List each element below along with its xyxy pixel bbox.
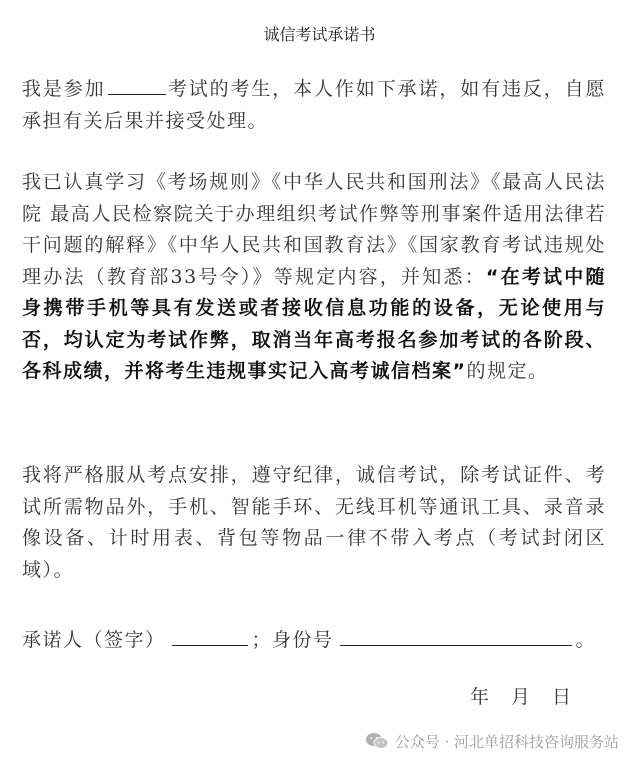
wechat-icon — [365, 732, 389, 750]
paragraph-regulations — [22, 167, 606, 388]
signature-separator: ； — [251, 629, 273, 651]
signer-label: 承诺人（签字） — [22, 629, 166, 651]
id-number-label: 身份号 — [272, 629, 334, 651]
paragraph1-lead: 我是参加 — [22, 78, 106, 100]
paragraph-prohibited-items: 我将严格服从考点安排，遵守纪律，诚信考试，除考试证件、考试所需物品外，手机、智能手环、无线耳机等通讯工具、录音录像设备、计时用表、背包等物品一律不带入考点（考试封闭区域）。 — [22, 464, 606, 581]
paragraph2-intro: 我已认真学习《考场规则》《中华人民共和国刑法》《最高人民法院 最高人民检察院关于办理组织考试作弊等刑事案件适用法律若干问题的解释》《中华人民共和国教育法》《国家教育考试违规处理办法（教育部33号令）》等规定内容，并知悉： — [22, 171, 606, 288]
paragraph1-rest: 考试的考生，本人作如下承诺，如有违反，自愿承担有关后果并接受处理。 — [22, 78, 606, 132]
date-day: 日 — [552, 686, 572, 708]
signature-end: 。 — [575, 629, 597, 651]
cheating-rule-quote: “在考试中随身携带手机等具有发送或者接收信息功能的设备，无论使用与否，均认定为考试作弊，取消当年高考报名参加考试的各阶段、各科成绩，并将考生违规事实记入高考诚信档案” — [22, 265, 606, 382]
watermark-text: 公众号 · 河北单招科技咨询服务站 — [394, 732, 619, 751]
date-month: 月 — [511, 686, 531, 708]
signature-blank — [172, 625, 248, 646]
date-year: 年 — [470, 686, 490, 708]
date-line — [470, 683, 571, 711]
paragraph-exam-commitment — [22, 74, 606, 137]
signature-line — [22, 625, 622, 656]
exam-name-blank — [108, 74, 166, 95]
document-title: 诚信考试承诺书 — [263, 25, 376, 44]
paragraph2-ending: 的规定。 — [466, 360, 549, 382]
id-number-blank — [340, 625, 572, 646]
watermark — [365, 728, 619, 754]
